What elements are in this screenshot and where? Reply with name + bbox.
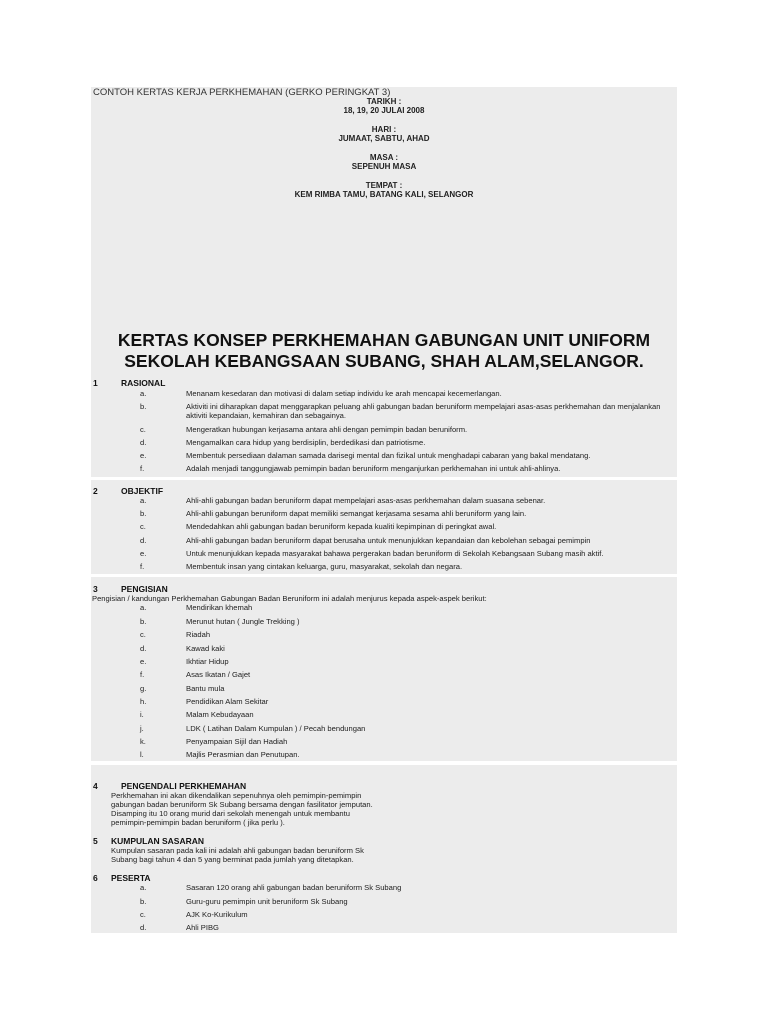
pengendali-line: pemimpin-pemimpin badan beruniform ( jika perlu ). bbox=[111, 818, 285, 827]
item-text: Kawad kaki bbox=[186, 644, 225, 653]
section-title: PESERTA bbox=[111, 873, 151, 883]
item-letter: j. bbox=[140, 724, 144, 733]
item-text: AJK Ko-Kurikulum bbox=[186, 910, 248, 919]
pengendali-line: gabungan badan beruniform Sk Subang bersama dengan fasilitator jemputan. bbox=[111, 800, 373, 809]
item-text: Ahli-ahli gabungan beruniform dapat memiliki semangat kerjasama sesama ahli beruniform yang lain. bbox=[186, 509, 527, 518]
item-text: LDK ( Latihan Dalam Kumpulan ) / Pecah bendungan bbox=[186, 724, 366, 733]
tarikh-label: TARIKH : bbox=[366, 97, 402, 106]
item-letter: b. bbox=[140, 509, 147, 518]
section-number: 5 bbox=[93, 836, 98, 846]
item-letter: i. bbox=[140, 710, 144, 719]
item-text: Adalah menjadi tanggungjawab pemimpin badan beruniform menganjurkan perkhemahan ini untuk ahli-ahlinya. bbox=[186, 464, 561, 473]
item-letter: h. bbox=[140, 697, 147, 706]
item-letter: c. bbox=[140, 522, 146, 531]
item-text: Menanam kesedaran dan motivasi di dalam setiap individu ke arah mencapai kecemerlangan. bbox=[186, 389, 502, 398]
item-letter: k. bbox=[140, 737, 146, 746]
section-title: RASIONAL bbox=[121, 378, 166, 388]
item-letter: g. bbox=[140, 684, 147, 693]
item-letter: b. bbox=[140, 897, 147, 906]
item-letter: a. bbox=[140, 389, 147, 398]
item-letter: b. bbox=[140, 617, 147, 626]
item-text: Guru-guru pemimpin unit beruniform Sk Subang bbox=[186, 897, 348, 906]
item-letter: a. bbox=[140, 883, 147, 892]
header-block bbox=[91, 87, 677, 377]
pengendali-line: Disamping itu 10 orang murid dari sekolah menengah untuk membantu bbox=[111, 809, 350, 818]
item-letter: c. bbox=[140, 630, 146, 639]
item-text: Membentuk insan yang cintakan keluarga, guru, masyarakat, sekolah dan negara. bbox=[186, 562, 463, 571]
item-letter: c. bbox=[140, 425, 146, 434]
sasaran-line: Subang bagi tahun 4 dan 5 yang berminat pada jumlah yang ditetapkan. bbox=[111, 855, 354, 864]
item-text: Aktiviti ini diharapkan dapat menggarapkan peluang ahli gabungan badan beruniform mempelajari asas-asas perkhemahan dan menjalankan aktiviti kepandaian, kemahiran dan sebagainya. bbox=[186, 402, 661, 420]
masa-value: SEPENUH MASA bbox=[351, 162, 417, 171]
main-title-line-2: SEKOLAH KEBANGSAAN SUBANG, SHAH ALAM,SELANGOR. bbox=[124, 351, 644, 371]
section-title: KUMPULAN SASARAN bbox=[111, 836, 205, 846]
item-letter: a. bbox=[140, 603, 147, 612]
hari-label: HARI : bbox=[371, 125, 397, 134]
main-title-line-1: KERTAS KONSEP PERKHEMAHAN GABUNGAN UNIT UNIFORM bbox=[117, 330, 651, 350]
item-letter: d. bbox=[140, 536, 147, 545]
hari-value: JUMAAT, SABTU, AHAD bbox=[338, 134, 430, 143]
section-number: 6 bbox=[93, 873, 98, 883]
item-text: Ahli-ahli gabungan badan beruniform dapat berusaha untuk menunjukkan kepandaian dan kebolehan sebagai pemimpin bbox=[186, 536, 591, 545]
item-text: Asas Ikatan / Gajet bbox=[186, 670, 251, 679]
section-number: 3 bbox=[93, 584, 98, 594]
item-letter: f. bbox=[140, 670, 145, 679]
item-text: Ikhtiar Hidup bbox=[186, 657, 229, 666]
item-text: Membentuk persediaan dalaman samada darisegi mental dan fizikal untuk menghadapi cabaran yang bakal mendatang. bbox=[186, 451, 591, 460]
item-text: Majlis Perasmian dan Penutupan. bbox=[186, 750, 300, 759]
section-title: PENGENDALI PERKHEMAHAN bbox=[121, 781, 247, 791]
section-title: PENGISIAN bbox=[121, 584, 168, 594]
item-letter: d. bbox=[140, 644, 147, 653]
item-text: Mendedahkan ahli gabungan badan beruniform kepada kualiti kepimpinan di peringkat awal. bbox=[186, 522, 497, 531]
masa-label: MASA : bbox=[369, 153, 399, 162]
item-text: Mengamalkan cara hidup yang berdisiplin, berdedikasi dan patriotisme. bbox=[186, 438, 426, 447]
item-text: Ahli-ahli gabungan badan beruniform dapat mempelajari asas-asas perkhemahan dalam suasana sebenar. bbox=[186, 496, 546, 505]
item-text: Sasaran 120 orang ahli gabungan badan beruniform Sk Subang bbox=[186, 883, 402, 892]
tempat-value: KEM RIMBA TAMU, BATANG KALI, SELANGOR bbox=[294, 190, 474, 199]
item-text: Untuk menunjukkan kepada masyarakat bahawa pergerakan badan beruniform di Sekolah Kebangsaan Subang masih aktif. bbox=[186, 549, 604, 558]
item-letter: e. bbox=[140, 549, 147, 558]
item-text: Mengeratkan hubungan kerjasama antara ahli dengan pemimpin badan beruniform. bbox=[186, 425, 468, 434]
item-letter: c. bbox=[140, 910, 146, 919]
section-number: 1 bbox=[93, 378, 98, 388]
item-text: Penyampaian Sijil dan Hadiah bbox=[186, 737, 288, 746]
item-letter: f. bbox=[140, 464, 145, 473]
item-text: Mendirikan khemah bbox=[186, 603, 253, 612]
item-letter: d. bbox=[140, 923, 147, 932]
item-text: Riadah bbox=[186, 630, 211, 639]
section-title: OBJEKTIF bbox=[121, 486, 164, 496]
item-text: Bantu mula bbox=[186, 684, 225, 693]
section-number: 2 bbox=[93, 486, 98, 496]
item-letter: a. bbox=[140, 496, 147, 505]
section-number: 4 bbox=[93, 781, 98, 791]
item-letter: d. bbox=[140, 438, 147, 447]
item-text: Pendidikan Alam Sekitar bbox=[186, 697, 269, 706]
item-letter: e. bbox=[140, 451, 147, 460]
item-text: Ahli PIBG bbox=[186, 923, 219, 932]
item-letter: f. bbox=[140, 562, 145, 571]
item-letter: b. bbox=[140, 402, 147, 411]
pengisian-intro: Pengisian / kandungan Perkhemahan Gabungan Badan Beruniform ini adalah menjurus kepada aspek-aspek berikut: bbox=[92, 594, 487, 603]
tarikh-value: 18, 19, 20 JULAI 2008 bbox=[343, 106, 425, 115]
tempat-label: TEMPAT : bbox=[365, 181, 403, 190]
item-letter: e. bbox=[140, 657, 147, 666]
item-text: Merunut hutan ( Jungle Trekking ) bbox=[186, 617, 300, 626]
pengendali-line: Perkhemahan ini akan dikendalikan sepenuhnya oleh pemimpin-pemimpin bbox=[111, 791, 362, 800]
item-text: Malam Kebudayaan bbox=[186, 710, 254, 719]
item-letter: l. bbox=[140, 750, 144, 759]
sasaran-line: Kumpulan sasaran pada kali ini adalah ahli gabungan badan beruniform Sk bbox=[111, 846, 364, 855]
document-heading: CONTOH KERTAS KERJA PERKHEMAHAN (GERKO PERINGKAT 3) bbox=[93, 87, 391, 98]
